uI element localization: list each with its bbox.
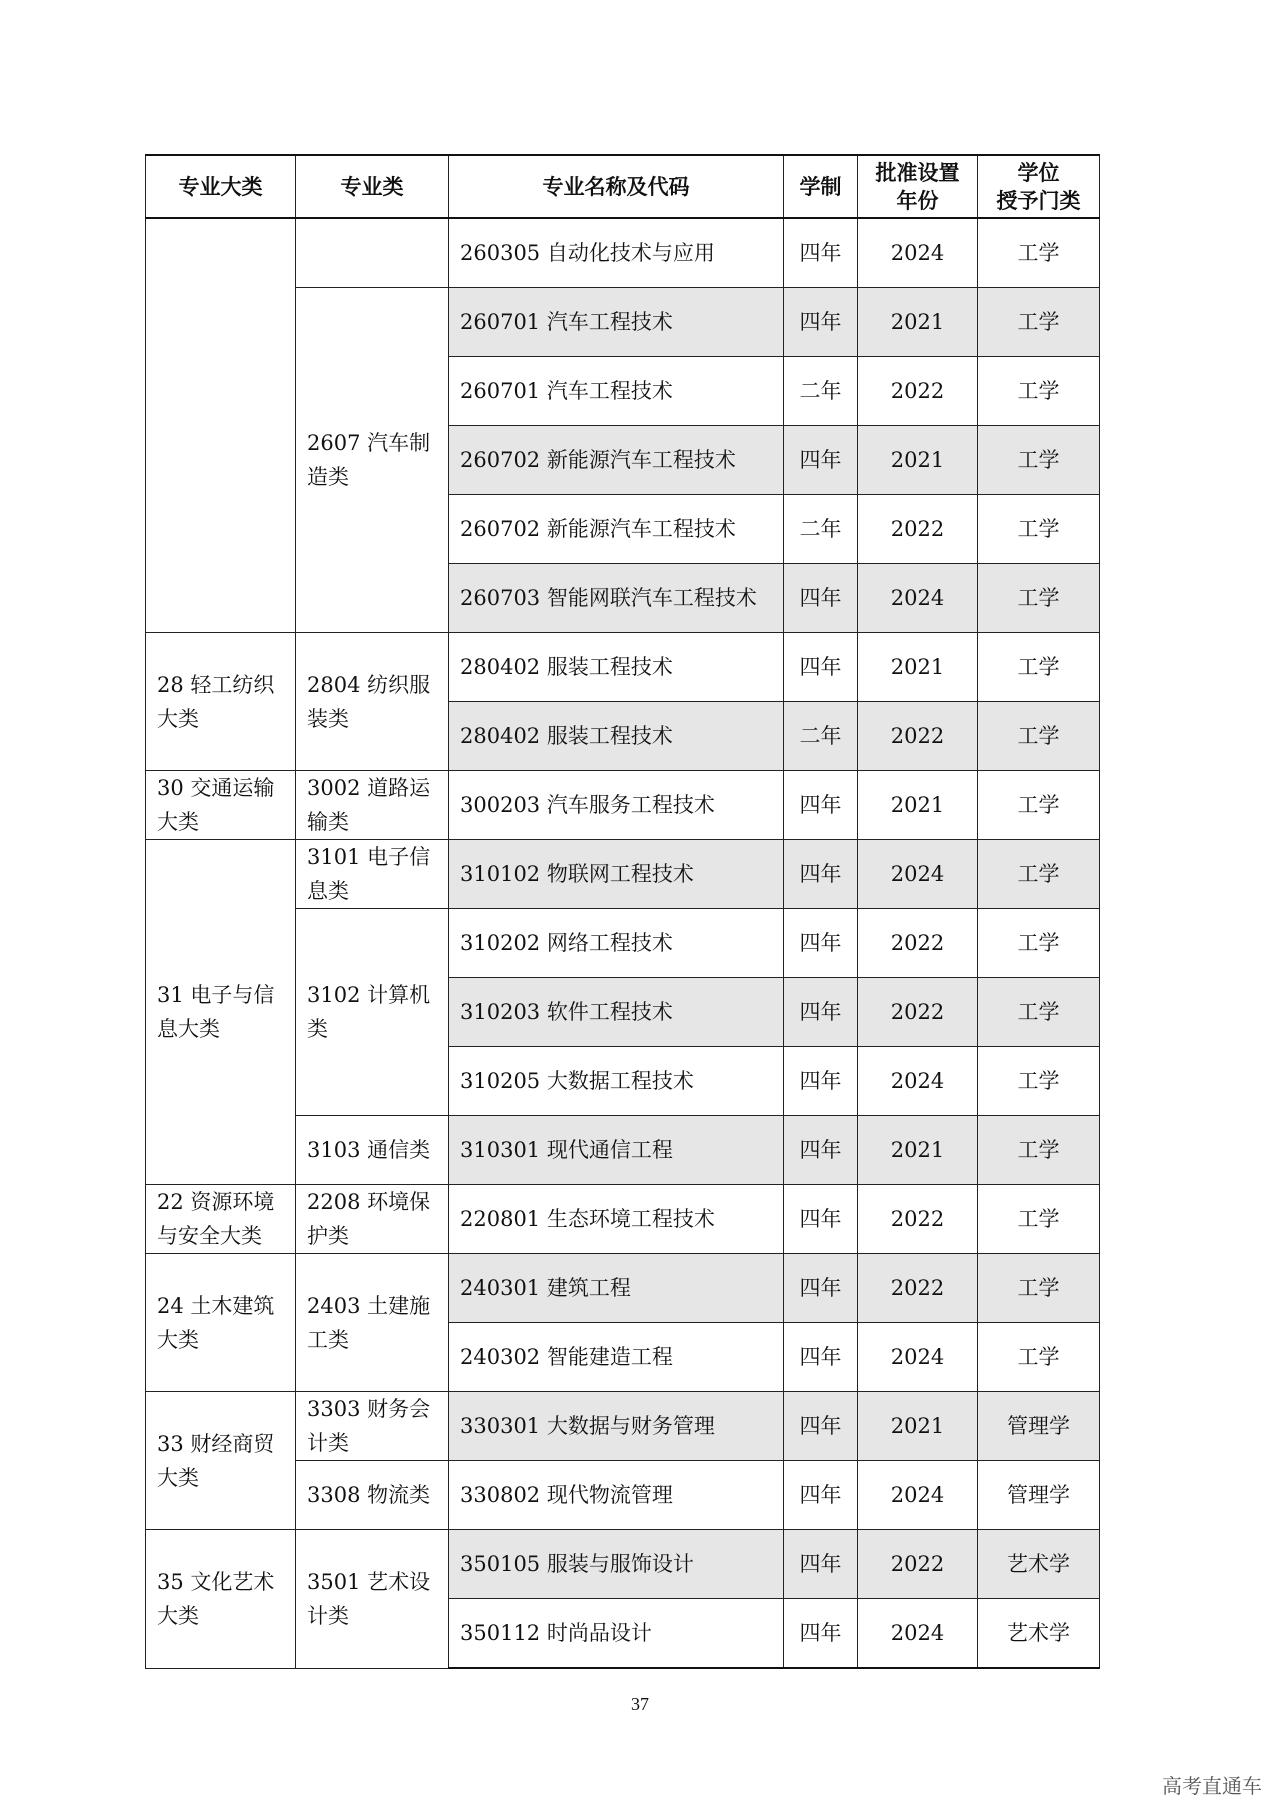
major-class-cell: 3101 电子信息类 [296,840,449,909]
duration-cell: 四年 [784,1116,858,1185]
degree-category-cell: 工学 [978,1323,1100,1392]
degree-category-cell: 工学 [978,1116,1100,1185]
degree-category-cell: 工学 [978,495,1100,564]
duration-cell: 四年 [784,1185,858,1254]
approval-year-cell: 2022 [858,1254,978,1323]
major-name-cell: 300203 汽车服务工程技术 [449,771,784,840]
degree-category-cell: 工学 [978,218,1100,288]
major-name-cell: 280402 服装工程技术 [449,633,784,702]
duration-cell: 二年 [784,357,858,426]
approval-year-cell: 2024 [858,564,978,633]
approval-year-cell: 2022 [858,978,978,1047]
approval-year-cell: 2022 [858,702,978,771]
major-category-cell: 33 财经商贸大类 [146,1392,296,1530]
major-name-cell: 260701 汽车工程技术 [449,288,784,357]
major-category-cell [146,218,296,633]
duration-cell: 四年 [784,1254,858,1323]
table-row [146,1254,1100,1323]
table-row [146,1392,1100,1461]
major-name-cell: 260703 智能网联汽车工程技术 [449,564,784,633]
approval-year-cell: 2022 [858,357,978,426]
duration-cell: 四年 [784,978,858,1047]
approval-year-cell: 2022 [858,909,978,978]
duration-cell: 二年 [784,702,858,771]
major-class-cell: 2607 汽车制造类 [296,288,449,633]
table-row [146,840,1100,909]
header-major-category: 专业大类 [146,155,296,218]
duration-cell: 四年 [784,218,858,288]
degree-category-cell: 工学 [978,978,1100,1047]
degree-category-cell: 工学 [978,840,1100,909]
degree-category-cell: 工学 [978,426,1100,495]
page-number: 37 [631,1694,649,1714]
duration-cell: 四年 [784,1461,858,1530]
degree-category-cell: 工学 [978,702,1100,771]
major-class-cell: 3002 道路运输类 [296,771,449,840]
approval-year-cell: 2021 [858,426,978,495]
header-degree-category: 学位 授予门类 [978,155,1100,218]
table-row [146,633,1100,702]
degree-category-cell: 工学 [978,564,1100,633]
major-class-cell [296,218,449,288]
major-name-cell: 310102 物联网工程技术 [449,840,784,909]
major-name-cell: 220801 生态环境工程技术 [449,1185,784,1254]
duration-cell: 四年 [784,633,858,702]
approval-year-cell: 2024 [858,1461,978,1530]
approval-year-cell: 2024 [858,218,978,288]
duration-cell: 四年 [784,1530,858,1599]
degree-category-cell: 管理学 [978,1392,1100,1461]
approval-year-cell: 2021 [858,288,978,357]
header-major-class: 专业类 [296,155,449,218]
duration-cell: 四年 [784,840,858,909]
major-class-cell: 3308 物流类 [296,1461,449,1530]
duration-cell: 四年 [784,1392,858,1461]
major-class-cell: 2208 环境保护类 [296,1185,449,1254]
degree-category-cell: 艺术学 [978,1599,1100,1669]
major-class-cell: 2804 纺织服装类 [296,633,449,771]
major-class-cell: 3102 计算机类 [296,909,449,1116]
major-category-cell: 31 电子与信息大类 [146,840,296,1185]
majors-table [145,154,1100,1669]
duration-cell: 四年 [784,1047,858,1116]
major-category-cell: 24 土木建筑大类 [146,1254,296,1392]
major-name-cell: 310203 软件工程技术 [449,978,784,1047]
degree-category-cell: 艺术学 [978,1530,1100,1599]
table-row [146,1185,1100,1254]
major-name-cell: 310202 网络工程技术 [449,909,784,978]
approval-year-cell: 2022 [858,1185,978,1254]
major-category-cell: 28 轻工纺织大类 [146,633,296,771]
major-class-cell: 3303 财务会计类 [296,1392,449,1461]
table-row [146,1530,1100,1599]
table-header-row [146,155,1100,218]
major-category-cell: 30 交通运输大类 [146,771,296,840]
degree-category-cell: 工学 [978,288,1100,357]
major-name-cell: 330802 现代物流管理 [449,1461,784,1530]
duration-cell: 四年 [784,426,858,495]
duration-cell: 四年 [784,909,858,978]
major-name-cell: 330301 大数据与财务管理 [449,1392,784,1461]
major-name-cell: 260305 自动化技术与应用 [449,218,784,288]
approval-year-cell: 2024 [858,840,978,909]
major-class-cell: 2403 土建施工类 [296,1254,449,1392]
duration-cell: 四年 [784,1599,858,1669]
major-name-cell: 260702 新能源汽车工程技术 [449,426,784,495]
major-name-cell: 260702 新能源汽车工程技术 [449,495,784,564]
degree-category-cell: 工学 [978,771,1100,840]
approval-year-cell: 2021 [858,1392,978,1461]
duration-cell: 二年 [784,495,858,564]
degree-category-cell: 工学 [978,1047,1100,1116]
degree-category-cell: 工学 [978,1254,1100,1323]
degree-category-cell: 工学 [978,1185,1100,1254]
major-name-cell: 310301 现代通信工程 [449,1116,784,1185]
approval-year-cell: 2024 [858,1047,978,1116]
major-category-cell: 35 文化艺术大类 [146,1530,296,1669]
watermark: 高考直通车 [1162,1774,1262,1798]
major-name-cell: 260701 汽车工程技术 [449,357,784,426]
approval-year-cell: 2022 [858,1530,978,1599]
duration-cell: 四年 [784,771,858,840]
major-name-cell: 350112 时尚品设计 [449,1599,784,1669]
duration-cell: 四年 [784,1323,858,1392]
table-row [146,771,1100,840]
major-name-cell: 350105 服装与服饰设计 [449,1530,784,1599]
approval-year-cell: 2022 [858,495,978,564]
degree-category-cell: 管理学 [978,1461,1100,1530]
approval-year-cell: 2021 [858,633,978,702]
degree-category-cell: 工学 [978,357,1100,426]
major-class-cell: 3103 通信类 [296,1116,449,1185]
header-major-name-code: 专业名称及代码 [449,155,784,218]
approval-year-cell: 2024 [858,1323,978,1392]
major-name-cell: 240301 建筑工程 [449,1254,784,1323]
major-name-cell: 310205 大数据工程技术 [449,1047,784,1116]
degree-category-cell: 工学 [978,909,1100,978]
approval-year-cell: 2024 [858,1599,978,1669]
approval-year-cell: 2021 [858,1116,978,1185]
major-class-cell: 3501 艺术设计类 [296,1530,449,1669]
major-name-cell: 240302 智能建造工程 [449,1323,784,1392]
major-category-cell: 22 资源环境与安全大类 [146,1185,296,1254]
header-duration: 学制 [784,155,858,218]
degree-category-cell: 工学 [978,633,1100,702]
duration-cell: 四年 [784,288,858,357]
table-row [146,218,1100,288]
approval-year-cell: 2021 [858,771,978,840]
duration-cell: 四年 [784,564,858,633]
major-name-cell: 280402 服装工程技术 [449,702,784,771]
header-approval-year: 批准设置 年份 [858,155,978,218]
